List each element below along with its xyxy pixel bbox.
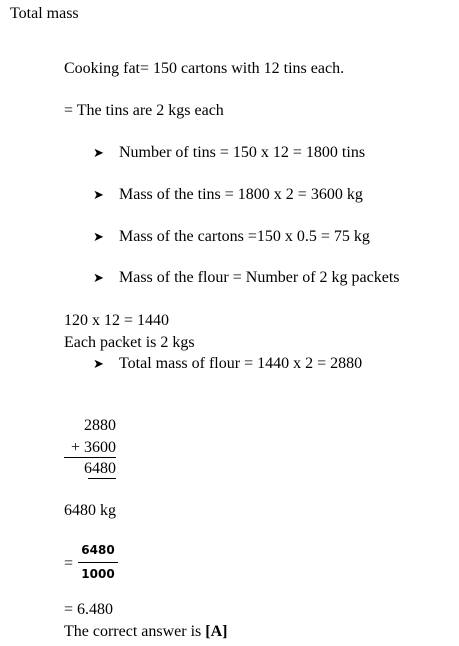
packet-note: Each packet is 2 kgs <box>64 334 195 351</box>
result-rule <box>88 478 116 479</box>
list-item: ➤ Mass of the cartons =150 x 0.5 = 75 kg <box>93 228 370 245</box>
answer-choice: [A] <box>205 623 228 640</box>
final-value: = 6.480 <box>64 601 114 618</box>
list-item: ➤ Mass of the tins = 1800 x 2 = 3600 kg <box>93 186 363 203</box>
intro-line-2: = The tins are 2 kgs each <box>64 102 224 119</box>
addend-first: 2880 <box>84 417 116 434</box>
sum-rule <box>64 457 116 458</box>
fraction-bar <box>78 562 118 563</box>
answer-line <box>64 623 227 641</box>
sum-result: 6480 <box>84 460 116 477</box>
right-arrowhead-icon: ➤ <box>93 188 104 203</box>
intro-line-1: Cooking fat= 150 cartons with 12 tins each. <box>64 60 345 77</box>
fraction-equals: = <box>64 555 74 572</box>
right-arrowhead-icon: ➤ <box>93 357 104 372</box>
right-arrowhead-icon: ➤ <box>93 230 104 245</box>
fraction-numerator: 6480 <box>81 543 115 557</box>
addend-second: + 3600 <box>70 439 116 456</box>
flour-calc: 120 x 12 = 1440 <box>64 312 170 329</box>
list-item: ➤ Total mass of flour = 1440 x 2 = 2880 <box>93 355 363 372</box>
right-arrowhead-icon: ➤ <box>93 271 104 286</box>
list-item: ➤ Mass of the flour = Number of 2 kg packets <box>93 269 400 286</box>
result-kg: 6480 kg <box>64 502 116 519</box>
list-item: ➤ Number of tins = 150 x 12 = 1800 tins <box>93 144 366 161</box>
heading: Total mass <box>10 5 79 22</box>
answer-prefix: The correct answer is <box>64 623 206 640</box>
fraction-denominator: 1000 <box>81 567 115 581</box>
right-arrowhead-icon: ➤ <box>93 146 104 161</box>
